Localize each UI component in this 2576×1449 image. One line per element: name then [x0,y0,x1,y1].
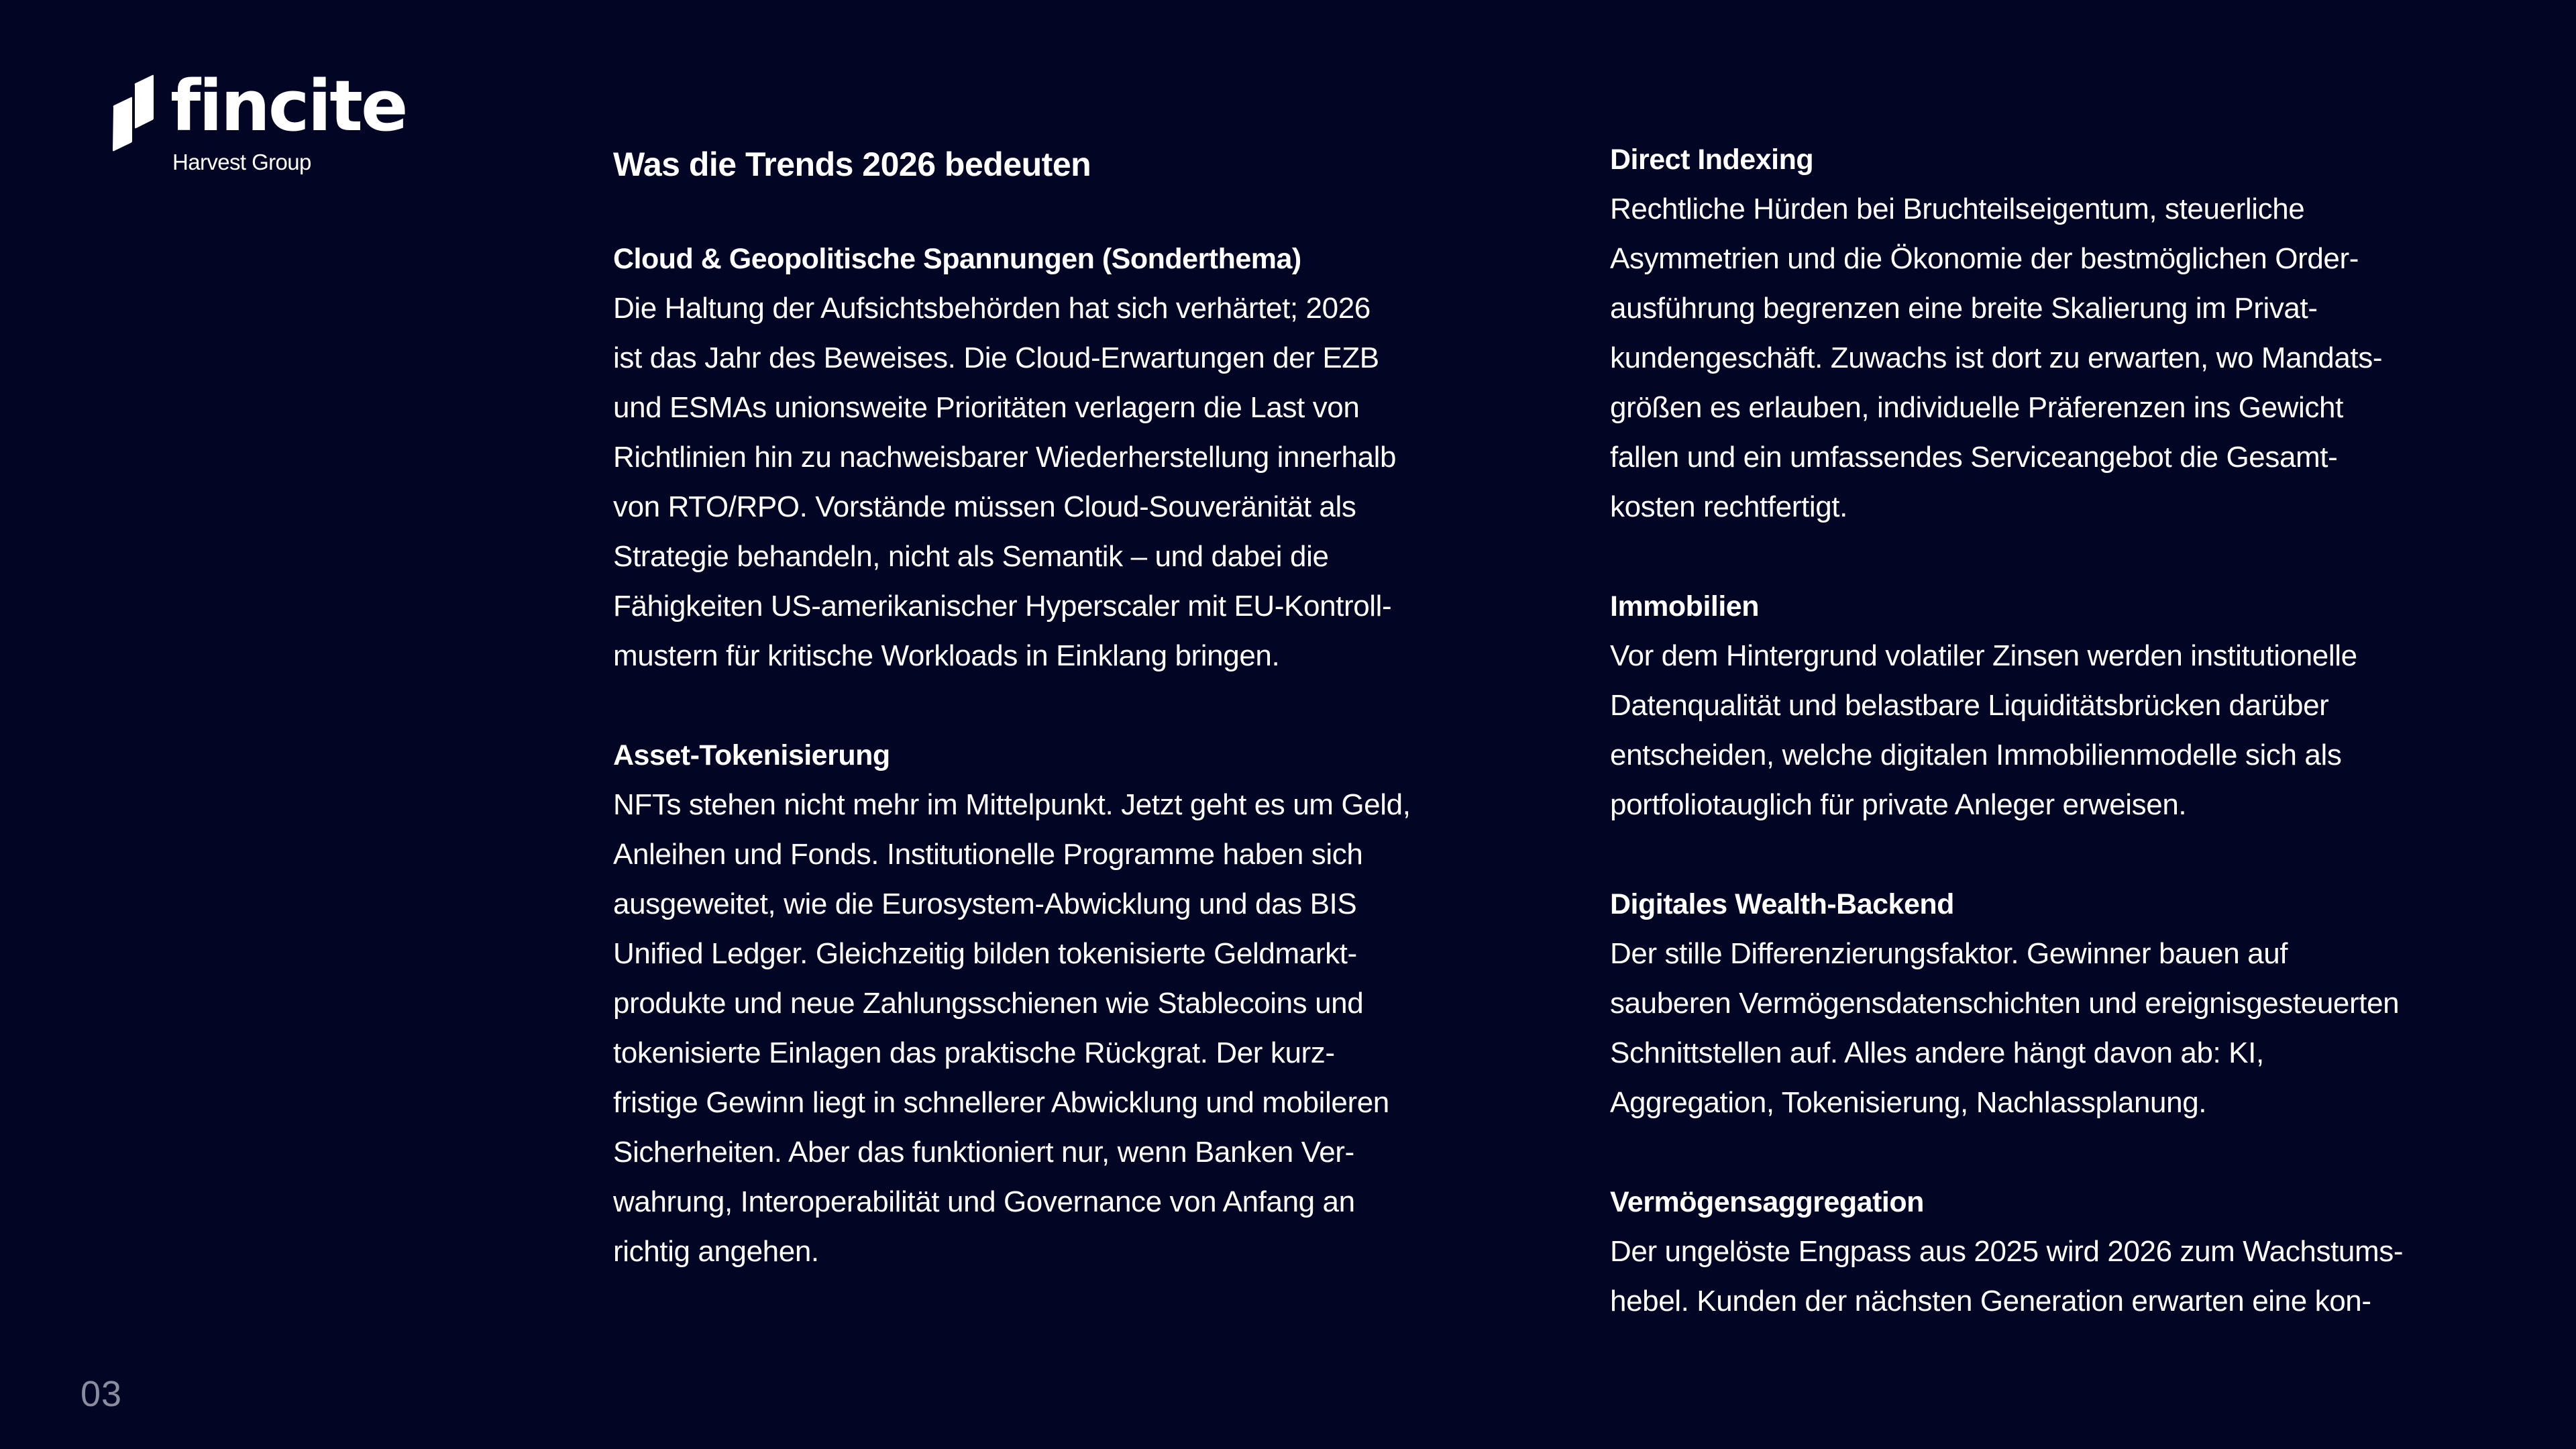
body-line: fallen und ein umfassendes Serviceangebot die Gesamt- [1610,441,2338,474]
section-wealth-aggregation [1610,1177,2549,1326]
body-line: Der stille Differenzierungsfaktor. Gewinner bauen auf [1610,937,2288,970]
section-heading: Direct Indexing [1610,144,1814,176]
body-line: richtig angehen. [613,1235,819,1268]
body-line: Anleihen und Fonds. Institutionelle Programme haben sich [613,838,1363,871]
body-line: Datenqualität und belastbare Liquiditätsbrücken darüber [1610,689,2329,722]
body-line: Aggregation, Tokenisierung, Nachlassplanung. [1610,1086,2207,1119]
body-line: ist das Jahr des Beweises. Die Cloud-Erwartungen der EZB [613,341,1379,374]
body-line: Die Haltung der Aufsichtsbehörden hat sich verhärtet; 2026 [613,292,1371,325]
body-line: entscheiden, welche digitalen Immobilienmodelle sich als [1610,739,2342,771]
body-line: größen es erlauben, individuelle Präferenzen ins Gewicht [1610,391,2343,424]
logo-subtitle: Harvest Group [172,150,311,174]
body-line: fristige Gewinn liegt in schnellerer Abwicklung und mobileren [613,1086,1389,1119]
fincite-parallelogram-mark-icon [111,72,156,153]
body-line: NFTs stehen nicht mehr im Mittelpunkt. Jetzt geht es um Geld, [613,788,1411,821]
section-real-estate [1610,582,2549,830]
body-line: Der ungelöste Engpass aus 2025 wird 2026 zum Wachstums- [1610,1235,2404,1268]
body-line: Asymmetrien und die Ökonomie der bestmöglichen Order- [1610,242,2359,275]
left-column [613,135,1552,1326]
body-line: produkte und neue Zahlungsschienen wie Stablecoins und [613,987,1364,1020]
body-line: wahrung, Interoperabilität und Governance von Anfang an [613,1185,1355,1218]
section-heading: Asset-Tokenisierung [613,739,890,771]
body-line: Unified Ledger. Gleichzeitig bilden tokenisierte Geldmarkt- [613,937,1357,970]
body-line: ausgeweitet, wie die Eurosystem-Abwicklung und das BIS [613,888,1357,920]
section-heading: Cloud & Geopolitische Spannungen (Sonderthema) [613,243,1301,275]
section-heading: Immobilien [1610,590,1759,623]
section-asset-tokenization [613,731,1552,1277]
body-line: Schnittstellen auf. Alles andere hängt davon ab: KI, [1610,1036,2264,1069]
fincite-logo [111,65,407,180]
body-line: hebel. Kunden der nächsten Generation erwarten eine kon- [1610,1285,2371,1318]
body-line: Richtlinien hin zu nachweisbarer Wiederherstellung innerhalb [613,441,1397,474]
section-direct-indexing [1610,135,2549,532]
section-heading: Vermögensaggregation [1610,1186,1924,1218]
body-line: kundengeschäft. Zuwachs ist dort zu erwarten, wo Mandats- [1610,341,2383,374]
body-line: portfoliotauglich für private Anleger erweisen. [1610,788,2187,821]
body-line: Strategie behandeln, nicht als Semantik – und dabei die [613,540,1329,573]
body-line: ausführung begrenzen eine breite Skalierung im Privat- [1610,292,2318,325]
body-line: Fähigkeiten US-amerikanischer Hyperscaler mit EU-Kontroll- [613,590,1392,623]
body-line: sauberen Vermögensdatenschichten und ereignisgesteuerten [1610,987,2400,1020]
page-title: Was die Trends 2026 bedeuten [613,146,1091,183]
logo-wordmark: fincite [170,65,407,147]
body-line: Sicherheiten. Aber das funktioniert nur, wenn Banken Ver- [613,1136,1354,1169]
body-line: Vor dem Hintergrund volatiler Zinsen werden institutionelle [1610,639,2357,672]
section-cloud-geopolitics [613,234,1552,681]
body-line: kosten rechtfertigt. [1610,490,1847,523]
body-line: Rechtliche Hürden bei Bruchteilseigentum, steuerliche [1610,193,2305,225]
page-number: 03 [80,1374,123,1414]
section-digital-wealth-backend [1610,879,2549,1128]
section-heading: Digitales Wealth-Backend [1610,888,1954,920]
body-line: tokenisierte Einlagen das praktische Rückgrat. Der kurz- [613,1036,1335,1069]
body-line: von RTO/RPO. Vorstände müssen Cloud-Souveränität als [613,490,1356,523]
body-line: und ESMAs unionsweite Prioritäten verlagern die Last von [613,391,1360,424]
body-line: mustern für kritische Workloads in Einklang bringen. [613,639,1280,672]
right-column [1610,135,2549,1376]
